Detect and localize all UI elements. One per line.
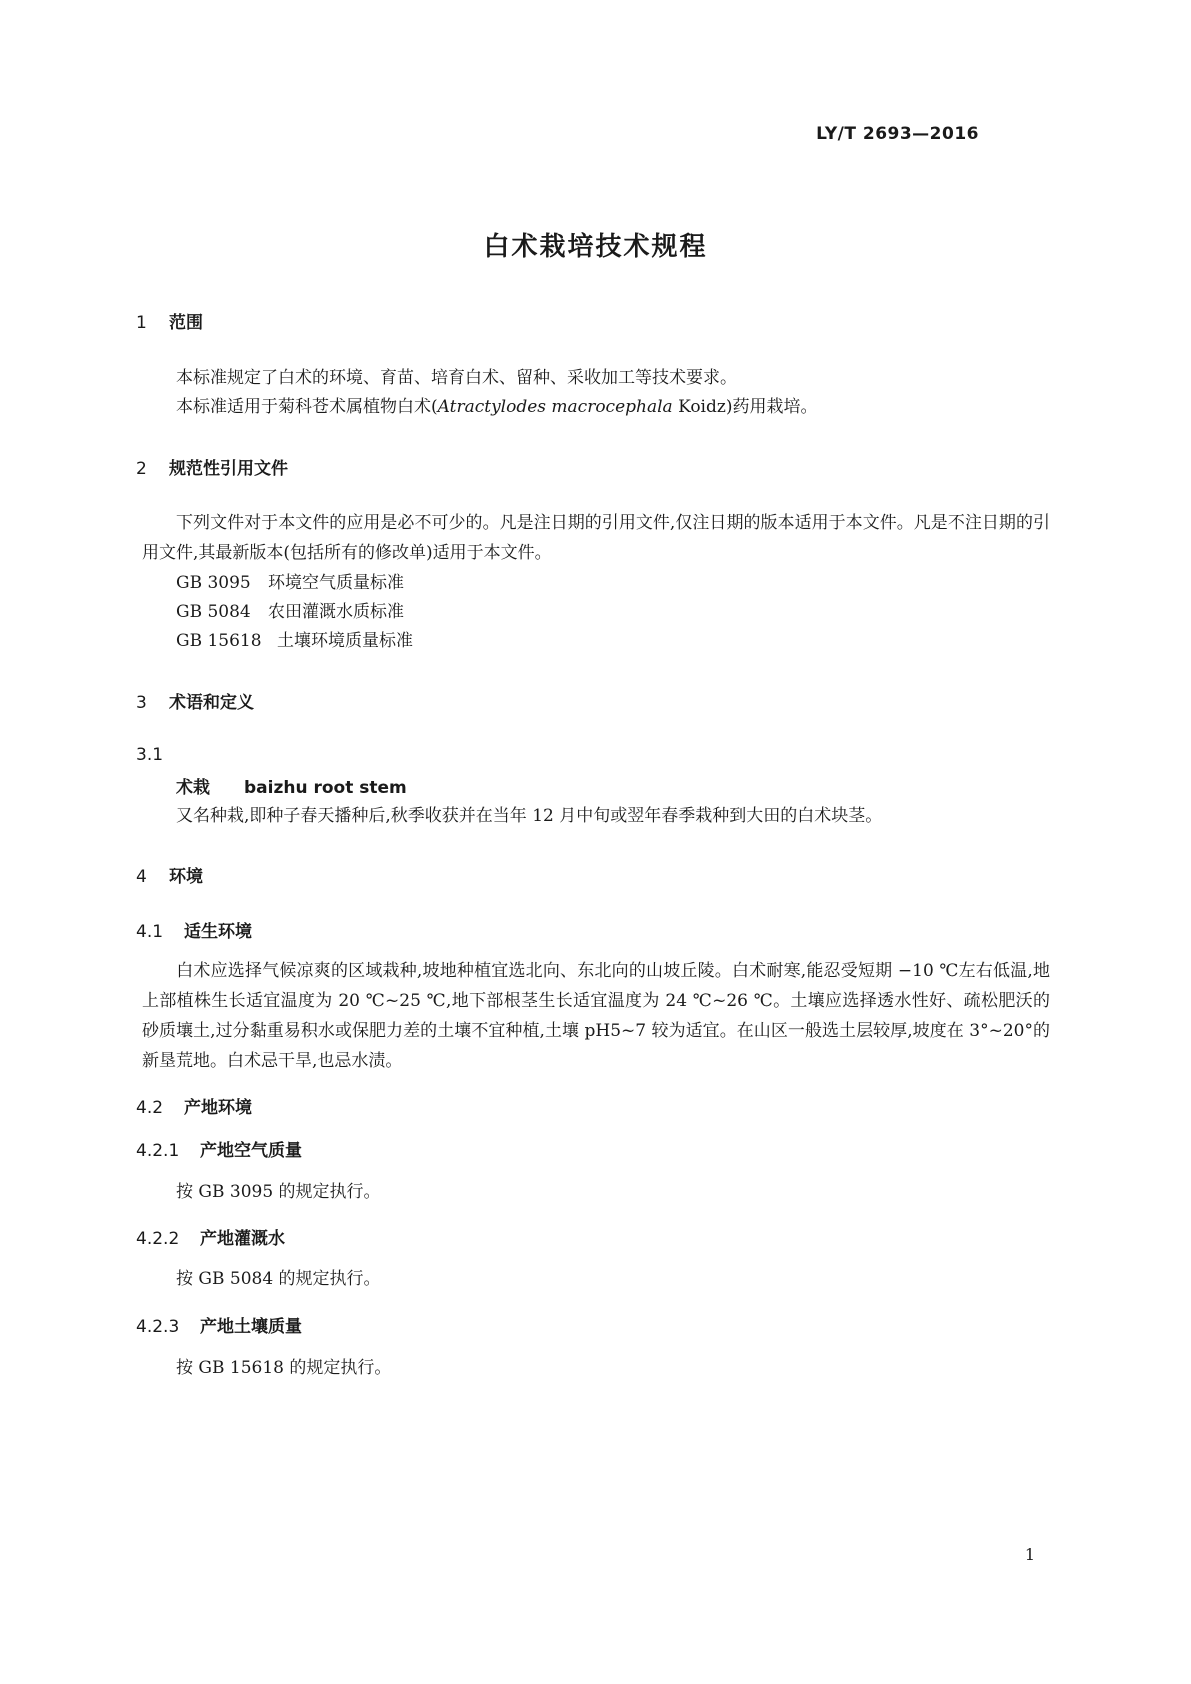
section-4-2-2-text: 按 GB 5084 的规定执行。: [176, 1269, 381, 1289]
subsection-number: 3.1: [136, 745, 164, 765]
section-4-2-2-heading: [136, 1224, 285, 1249]
reference-code: GB 15618: [176, 631, 262, 651]
section-number: 4.2.2: [136, 1229, 180, 1249]
section-title: 术语和定义: [169, 693, 254, 713]
reference-item: [176, 628, 413, 654]
section-title: 适生环境: [184, 922, 252, 942]
reference-name: 环境空气质量标准: [268, 573, 404, 593]
section-1-heading: [136, 308, 203, 333]
reference-code: GB 5084: [176, 602, 251, 622]
section-4-heading: [136, 862, 203, 887]
section-number: 4.2: [136, 1098, 164, 1118]
term-definition: 又名种栽,即种子春天播种后,秋季收获并在当年 12 月中旬或翌年春季栽种到大田的白术块茎。: [176, 806, 883, 826]
section-number: 4.2.1: [136, 1141, 180, 1161]
reference-name: 土壤环境质量标准: [277, 631, 413, 651]
section-title: 产地空气质量: [200, 1141, 302, 1161]
reference-name: 农田灌溉水质标准: [268, 602, 404, 622]
section-4-2-3-text: 按 GB 15618 的规定执行。: [176, 1358, 392, 1378]
section-2-heading: [136, 454, 288, 479]
section-1-para-2: [176, 394, 817, 420]
term-chinese: 术栽: [176, 778, 210, 798]
para-text: Koidz)药用栽培。: [672, 397, 818, 417]
section-title: 产地土壤质量: [200, 1317, 302, 1337]
section-title: 规范性引用文件: [169, 459, 288, 479]
term-entry: [176, 775, 407, 801]
section-number: 3: [136, 693, 147, 713]
para-text: 本标准适用于菊科苍术属植物白术(: [176, 397, 438, 417]
section-title: 环境: [169, 867, 203, 887]
section-number: 4.2.3: [136, 1317, 180, 1337]
section-4-2-heading: [136, 1093, 252, 1118]
term-english: baizhu root stem: [244, 778, 407, 798]
page-number: 1: [1024, 1545, 1035, 1564]
section-number: 4.1: [136, 922, 164, 942]
para-text: 白术应选择气候凉爽的区域栽种,坡地种植宜选北向、东北向的山坡丘陵。白术耐寒,能忍受短期 −10 ℃左右低温,地上部植株生长适宜温度为 20 ℃~25 ℃,地下部根茎生长适宜温度为 24 ℃~26 ℃。土壤应选择透水性好、疏松肥沃的砂质壤土,过分黏重易积水或保肥力差的土壤不宜种植,土壤 pH5~7 较为适宜。在山区一般选土层较厚,坡度在 3°~20°的新垦荒地。白术忌干旱,也忌水渍。: [142, 961, 1050, 1071]
section-number: 4: [136, 867, 147, 887]
section-number: 2: [136, 459, 147, 479]
latin-name: Atractylodes macrocephala: [437, 397, 673, 417]
standard-number: LY/T 2693—2016: [816, 124, 979, 144]
section-4-2-3-heading: [136, 1312, 302, 1337]
section-3-heading: [136, 688, 254, 713]
section-4-2-1-text: 按 GB 3095 的规定执行。: [176, 1182, 381, 1202]
reference-item: [176, 570, 404, 596]
document-title: 白术栽培技术规程: [483, 232, 708, 262]
para-text: 下列文件对于本文件的应用是必不可少的。凡是注日期的引用文件,仅注日期的版本适用于本文件。凡是不注日期的引用文件,其最新版本(包括所有的修改单)适用于本文件。: [142, 513, 1050, 563]
section-4-2-1-heading: [136, 1136, 302, 1161]
reference-item: [176, 599, 404, 625]
section-4-1-heading: [136, 917, 252, 942]
section-title: 产地灌溉水: [200, 1229, 285, 1249]
section-1-para-1: 本标准规定了白术的环境、育苗、培育白术、留种、采收加工等技术要求。: [176, 368, 737, 388]
section-2-para: [142, 508, 1050, 568]
reference-code: GB 3095: [176, 573, 251, 593]
section-4-1-para: [142, 956, 1050, 1076]
section-number: 1: [136, 313, 147, 333]
section-title: 产地环境: [184, 1098, 252, 1118]
section-title: 范围: [169, 313, 203, 333]
